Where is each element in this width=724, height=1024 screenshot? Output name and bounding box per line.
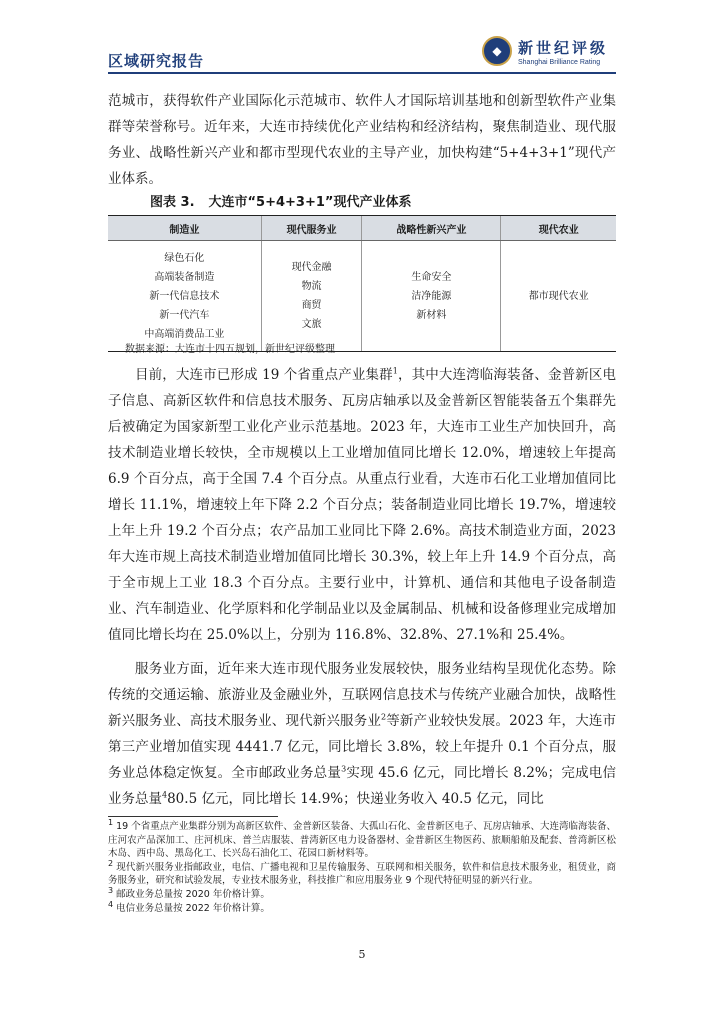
industry-system-table [108,215,616,352]
modern-services-cell [261,241,362,352]
brand-name-en: Shanghai Brilliance Rating [518,58,601,66]
figure-source: 数据来源：大连市十四五规划，新世纪评级整理 [125,344,335,355]
footnotes [108,817,616,915]
table-cell-item: 现代金融 [291,262,332,273]
table-header-cell: 现代农业 [501,216,616,241]
manufacturing-cell [108,241,261,352]
table-cell-item: 文旅 [301,319,322,330]
footnote: $^1$ 19 个省重点产业集群分别为高新区软件、金普新区装备、大孤山石化、金普新区电子、瓦房店轴承、大连湾临海装备、庄河农产品深加工、庄河机床、普兰店服装、普湾新区电力设备器材、金普新区生物医药、旅顺船舶及配套、普湾新区松木岛、西中岛、黑岛化工、长兴岛石油化工、花园口新材料等。 [108,817,616,860]
brand-emblem-icon: ◆ [482,36,512,66]
footnote: $^4$ 电信业务总量按 2022 年价格计算。 [108,899,270,914]
table-cell-item: 都市现代农业 [528,290,589,302]
report-category-title: 区域研究报告 [108,52,205,70]
table-cell-item: 高端装备制造 [154,271,215,283]
table-cell-item: 绿色石化 [164,252,205,264]
brand-name-cn: 新世纪评级 [518,38,609,57]
footnote: $^3$ 邮政业务总量按 2020 年价格计算。 [108,885,270,900]
intro-paragraph: 范城市，获得软件产业国际化示范城市、软件人才国际培训基地和创新型软件产业集群等荣誉称号。近年来，大连市持续优化产业结构和经济结构，聚焦制造业、现代服务业、战略性新兴产业和都市型现代农业的主导产业，加快构建“5+4+3+1”现代产业体系。 [108,93,616,187]
brand-logo [482,36,608,66]
footnote-ref: 4 [162,790,168,800]
body-paragraph-industry [108,362,616,648]
table-header-cell: 制造业 [108,216,261,241]
paragraph-text: 实现 45.6 亿元，同比增长 8.2%；完成电信业务总量 [108,765,617,807]
paragraph-text: 目前，大连市已形成 19 个省重点产业集群 [135,367,393,383]
table-cell-item: 新材料 [416,309,447,321]
modern-agriculture-cell [501,241,616,352]
table-cell-item: 生命安全 [411,271,452,283]
footnote-ref: 2 [381,712,387,722]
figure-title [150,191,425,210]
table-cell-item: 新一代汽车 [159,309,210,321]
page-number: 5 [358,948,366,961]
footnote: $^2$ 现代新兴服务业指邮政业，电信、广播电视和卫星传输服务、互联网和相关服务，软件和信息技术服务业，租赁业，商务服务业，研究和试验发展，专业技术服务业，科技推广和应用服务业 9 个现代特征明显的新兴行业。 [108,858,616,887]
table-cell-item: 新一代信息技术 [149,290,220,302]
body-paragraph-services [108,656,616,812]
paragraph-text: ，其中大连湾临海装备、金普新区电子信息、高新区软件和信息技术服务、瓦房店轴承以及金普新区智能装备五个集群先后被确定为国家新型工业化产业示范基地。2023 年，大连市工业生产加快回升，高技术制造业增长较快，全市规模以上工业增加值同比增长 12.0%，增速较上年提高 6.9 个百分点，高于全国 7.4 个百分点。从重点行业看，大连市石化工业增加值同比增长 11.1%，增速较上年下降 2.2 个百分点；装备制造业同比增长 19.7%，增速较上年上升 19.2 个百分点；农产品加工业同比下降 2.6%。高技术制造业方面，2023 年大连市规上高技术制造业增加值同比增长 30.3%，较上年上升 14.9 个百分点，高于全市规上工业 18.3 个百分点。主要行业中，计算机、通信和其他电子设备制造业、汽车制造业、化学原料和化学制品业以及金属制品、机械和设备修理业完成增加值同比增长均在 25.0%以上，分别为 116.8%、32.8%、27.1%和 25.4%。 [108,367,616,643]
paragraph-text: 80.5 亿元，同比增长 14.9%；快递业务收入 40.5 亿元，同比 [167,791,544,807]
paragraph-text: 服务业方面，近年来大连市现代服务业发展较快，服务业结构呈现优化态势。除传统的交通运输、旅游业及金融业外，互联网信息技术与传统产业融合加快，战略性新兴服务业、高技术服务业、现代新兴服务业 [108,661,616,729]
table-cell-item: 商贸 [301,300,322,311]
header-divider [108,72,616,74]
table-cell-item: 中高端消费品工业 [144,328,225,340]
figure-caption: 大连市“5+4+3+1”现代产业体系 [208,195,412,210]
table-cell-item: 物流 [301,281,322,292]
strategic-emerging-cell [362,241,501,352]
footnote-divider [108,816,278,817]
table-header-cell: 战略性新兴产业 [362,216,501,241]
table-header-cell: 现代服务业 [261,216,362,241]
figure-label: 图表 3. [150,195,195,210]
table-cell-item: 洁净能源 [411,290,452,302]
footnote-ref: 1 [392,366,398,376]
footnote-ref: 3 [341,764,347,774]
paragraph-text: 等新产业较快发展。2023 年，大连市第三产业增加值实现 4441.7 亿元，同比增长 3.8%，较上年提升 0.1 个百分点，服务业总体稳定恢复。全市邮政业务总量 [108,713,616,781]
